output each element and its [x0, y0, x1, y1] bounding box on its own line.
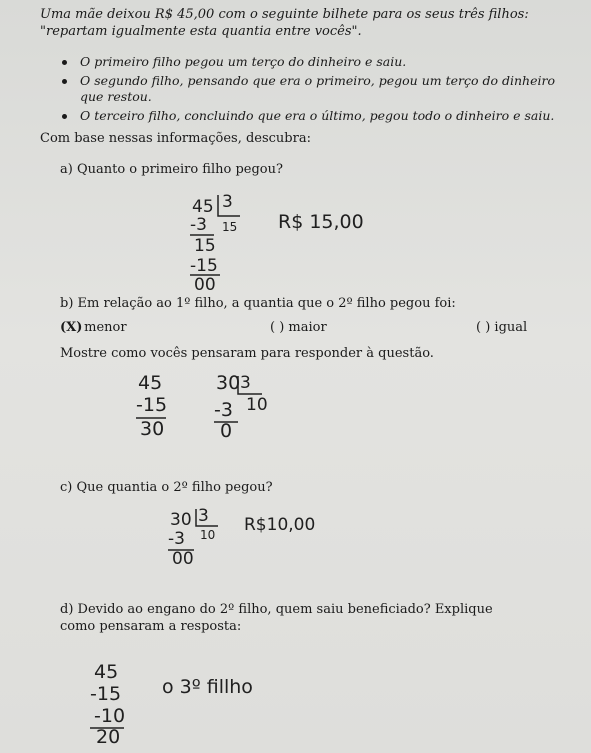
qa-divisor: 3 [222, 192, 233, 212]
qc-answer: R$10,00 [244, 515, 316, 535]
qa-dividend: 45 [192, 197, 214, 217]
qc-remainder: 00 [172, 549, 194, 569]
intro-text: Uma mãe deixou R$ 45,00 com o seguinte bilhete para os seus três filhos: "repartam igualmente esta quantia entre vocês". [40, 7, 529, 39]
qb-right-divisor: 3 [240, 373, 251, 393]
qd-d: 20 [96, 726, 121, 748]
option-igual-mark: ( ) [476, 320, 491, 335]
qc-quotient: 10 [200, 528, 216, 542]
option-menor-text: menor [84, 320, 127, 335]
bullet-item: O segundo filho, pensando que era o primeiro, pegou um terço do dinheiro que restou. [62, 73, 572, 105]
option-maior-text: maior [288, 320, 327, 335]
story-bullets [62, 54, 572, 127]
bullet-item: O terceiro filho, concluindo que era o último, pegou todo o dinheiro e saiu. [62, 108, 572, 124]
qc-line1: -3 [168, 529, 185, 549]
qb-left-b: -15 [136, 394, 168, 416]
qb-right-remainder: 0 [220, 420, 233, 442]
qc-divisor: 3 [198, 506, 209, 526]
question-b-explain: Mostre como vocês pensaram para responder à questão. [60, 346, 434, 361]
question-d-label: d) Devido ao engano do 2º filho, quem saiu beneficiado? Explique como pensaram a resposta: [60, 602, 493, 634]
option-menor[interactable] [60, 320, 127, 335]
qa-answer: R$ 15,00 [278, 211, 364, 233]
question-c-label: c) Que quantia o 2º filho pegou? [60, 480, 273, 495]
qd-answer: o 3º fillho [162, 676, 253, 698]
question-a-label: a) Quanto o primeiro filho pegou? [60, 162, 283, 177]
qb-right-quotient: 10 [246, 395, 268, 415]
qb-right-dividend: 30 [216, 372, 241, 394]
qa-line2: 15 [194, 236, 216, 256]
qd-a: 45 [94, 661, 119, 683]
option-igual[interactable] [476, 320, 527, 335]
qd-b: -15 [90, 683, 122, 705]
qb-left-c: 30 [140, 418, 165, 440]
question-b-label: b) Em relação ao 1º filho, a quantia que o 2º filho pegou foi: [60, 296, 456, 311]
qd-c: -10 [94, 705, 126, 727]
qb-right-line1: -3 [214, 399, 233, 421]
bullet-item: O primeiro filho pegou um terço do dinheiro e saiu. [62, 54, 572, 70]
option-maior-mark: ( ) [270, 320, 285, 335]
qa-quotient: 15 [222, 220, 238, 234]
qb-left-a: 45 [138, 372, 163, 394]
qa-line3: -15 [190, 256, 218, 276]
qa-line1: -3 [190, 215, 207, 235]
option-maior[interactable] [270, 320, 327, 335]
prompt-text: Com base nessas informações, descubra: [40, 131, 311, 146]
option-igual-text: igual [494, 320, 528, 335]
qa-remainder: 00 [194, 275, 216, 295]
option-menor-mark: (X) [60, 320, 83, 335]
qc-dividend: 30 [170, 510, 192, 530]
